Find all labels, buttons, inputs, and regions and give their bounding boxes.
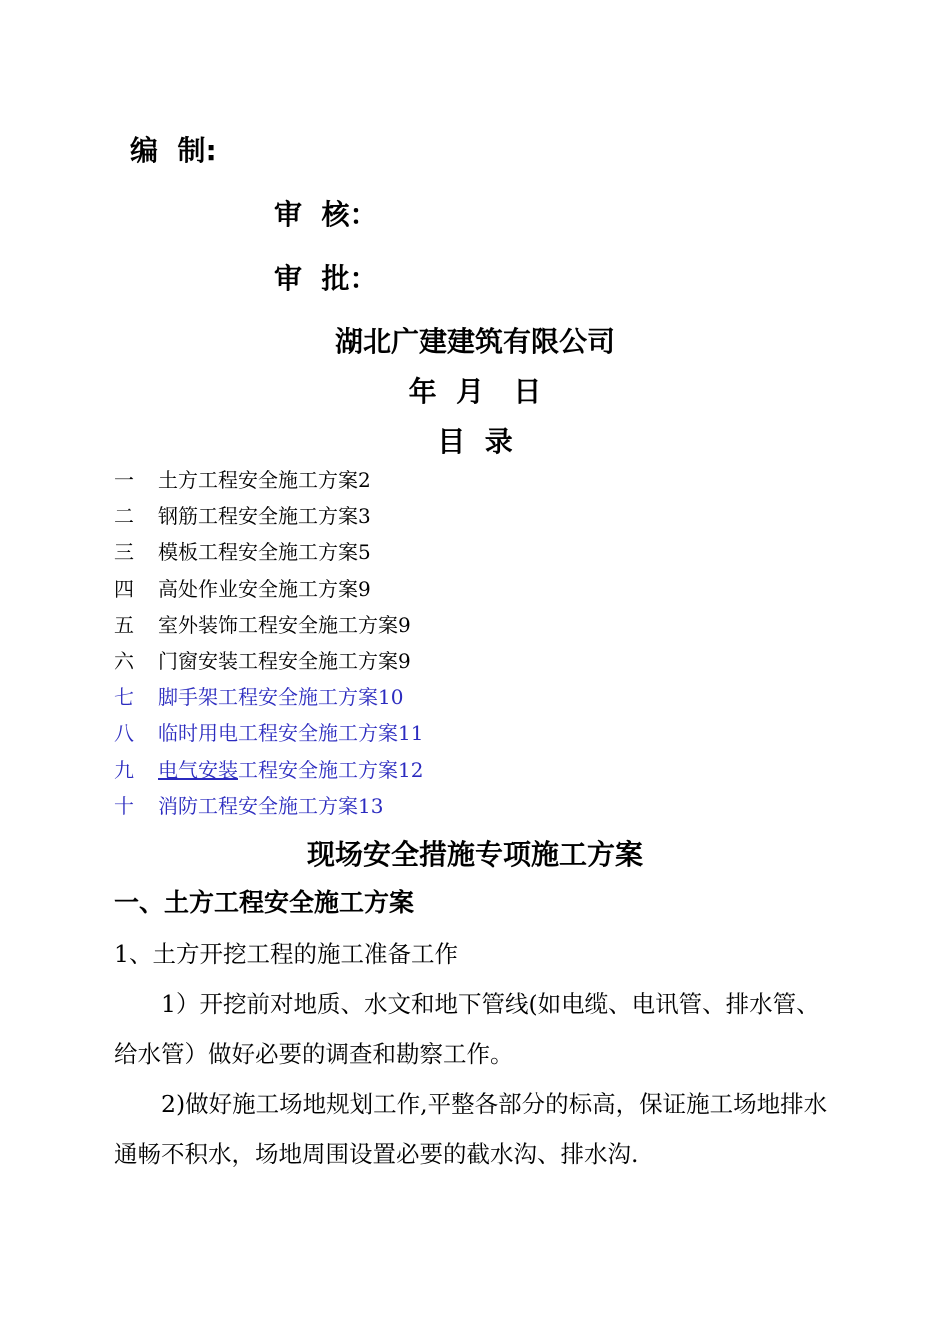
- toc-item-number: 六: [114, 648, 134, 673]
- signature-review: 审 核：: [274, 198, 378, 231]
- toc-item-6[interactable]: [114, 643, 423, 679]
- toc-item-number: 七: [114, 685, 134, 710]
- toc-item-9[interactable]: [114, 752, 423, 788]
- toc-item-link[interactable]: [158, 752, 423, 788]
- toc-item-text: 门窗安装工程安全施工方案9: [158, 648, 411, 673]
- signature-compile: 编 制:: [130, 134, 217, 167]
- toc-item-number: 二: [114, 504, 134, 529]
- toc-item-number: 十: [114, 793, 134, 818]
- toc-item-text: 模板工程安全施工方案5: [158, 540, 371, 565]
- toc-item-8[interactable]: [114, 715, 423, 751]
- date-line: 年 月 日: [408, 375, 542, 408]
- toc-item-1[interactable]: [114, 462, 423, 498]
- toc-item-number: 五: [114, 612, 134, 637]
- document-title: 现场安全措施专项施工方案: [306, 838, 643, 871]
- toc-item-3[interactable]: [114, 534, 423, 570]
- toc-item-number: 一: [114, 468, 134, 492]
- toc-item-2[interactable]: [114, 498, 423, 534]
- toc-item-link[interactable]: 临时用电工程安全施工方案11: [158, 721, 424, 746]
- toc-item-link-underlined[interactable]: 电气安装: [158, 757, 238, 782]
- toc-title: 目 录: [437, 425, 513, 458]
- toc-item-10[interactable]: [114, 788, 423, 824]
- toc-item-number: 九: [114, 757, 134, 782]
- toc-item-link-rest[interactable]: 工程安全施工方案12: [238, 757, 424, 782]
- toc-item-number: 八: [114, 721, 134, 746]
- toc-item-text: 室外装饰工程安全施工方案9: [158, 612, 411, 637]
- section-heading: 一、土方工程安全施工方案: [114, 888, 415, 917]
- toc-item-number: 四: [114, 576, 134, 601]
- table-of-contents: [114, 462, 423, 824]
- toc-item-text: 土方工程安全施工方案2: [158, 468, 371, 492]
- toc-item-5[interactable]: [114, 607, 423, 643]
- signature-approve: 审 批：: [274, 262, 378, 295]
- toc-item-text: 钢筋工程安全施工方案3: [158, 504, 371, 529]
- company-name: 湖北广建建筑有限公司: [334, 325, 615, 358]
- paragraph-1: 1）开挖前对地质、水文和地下管线(如电缆、电讯管、排水管、给水管）做好必要的调查和勘察工作。: [114, 990, 820, 1068]
- toc-item-4[interactable]: [114, 571, 423, 607]
- toc-item-text: 高处作业安全施工方案9: [158, 576, 371, 601]
- toc-item-7[interactable]: [114, 679, 423, 715]
- subsection-title: 1、土方开挖工程的施工准备工作: [114, 940, 458, 968]
- paragraph-2: 2)做好施工场地规划工作,平整各部分的标高，保证施工场地排水通畅不积水，场地周围设置必要的截水沟、排水沟.: [114, 1090, 828, 1168]
- toc-item-link[interactable]: 脚手架工程安全施工方案10: [158, 685, 404, 710]
- toc-item-link[interactable]: 消防工程安全施工方案13: [158, 793, 384, 818]
- toc-item-number: 三: [114, 540, 134, 565]
